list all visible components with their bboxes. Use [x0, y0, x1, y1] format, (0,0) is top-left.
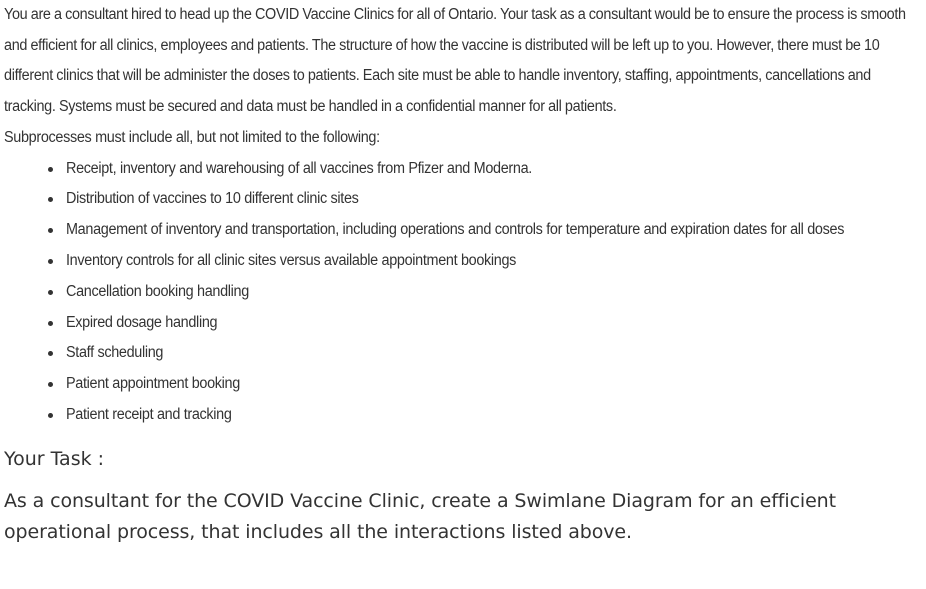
list-item-text: Patient receipt and tracking [66, 405, 232, 423]
list-item-text: Receipt, inventory and warehousing of all vaccines from Pfizer and Moderna. [66, 159, 532, 177]
bullet-icon [48, 228, 53, 233]
list-item [48, 184, 922, 215]
document [4, 0, 922, 548]
intro-paragraph: You are a consultant hired to head up the COVID Vaccine Clinics for all of Ontario. Your task as a consultant would be to ensure the process is smooth and efficient for all clinics, employees and patients. The structure of how the vaccine is distributed will be left up to you. However, there must be 10 different clinics that will be administer the doses to patients. Each site must be able to handle inventory, staffing, appointments, cancellations and tracking. Systems must be secured and data must be handled in a confidential manner for all patients. [4, 6, 906, 116]
bullet-icon [48, 197, 53, 202]
list-item [48, 338, 922, 369]
list-item [48, 215, 922, 246]
bullet-icon [48, 382, 53, 387]
list-item-text: Expired dosage handling [66, 313, 218, 331]
list-item-text: Inventory controls for all clinic sites versus available appointment bookings [66, 251, 517, 269]
list-item [48, 369, 922, 400]
task-body: As a consultant for the COVID Vaccine Clinic, create a Swimlane Diagram for an efficient operational process, that includes all the interactions listed above. [4, 489, 836, 543]
list-item-text: Patient appointment booking [66, 375, 240, 393]
list-item [48, 400, 922, 431]
list-item [48, 246, 922, 277]
list-item [48, 277, 922, 308]
bullet-icon [48, 290, 53, 295]
bullet-icon [48, 413, 53, 418]
subprocess-list [4, 154, 922, 431]
list-item-text: Staff scheduling [66, 344, 164, 362]
bullet-icon [48, 167, 53, 172]
list-item [48, 308, 922, 339]
list-item [48, 154, 922, 185]
task-title: Your Task : [4, 447, 105, 470]
bullet-icon [48, 321, 53, 326]
subprocesses-heading: Subprocesses must include all, but not limited to the following: [4, 128, 380, 146]
list-item-text: Cancellation booking handling [66, 282, 249, 300]
bullet-icon [48, 351, 53, 356]
list-item-text: Distribution of vaccines to 10 different clinic sites [66, 190, 359, 208]
list-item-text: Management of inventory and transportation, including operations and controls for temperature and expiration dates for all doses [66, 221, 845, 239]
bullet-icon [48, 259, 53, 264]
